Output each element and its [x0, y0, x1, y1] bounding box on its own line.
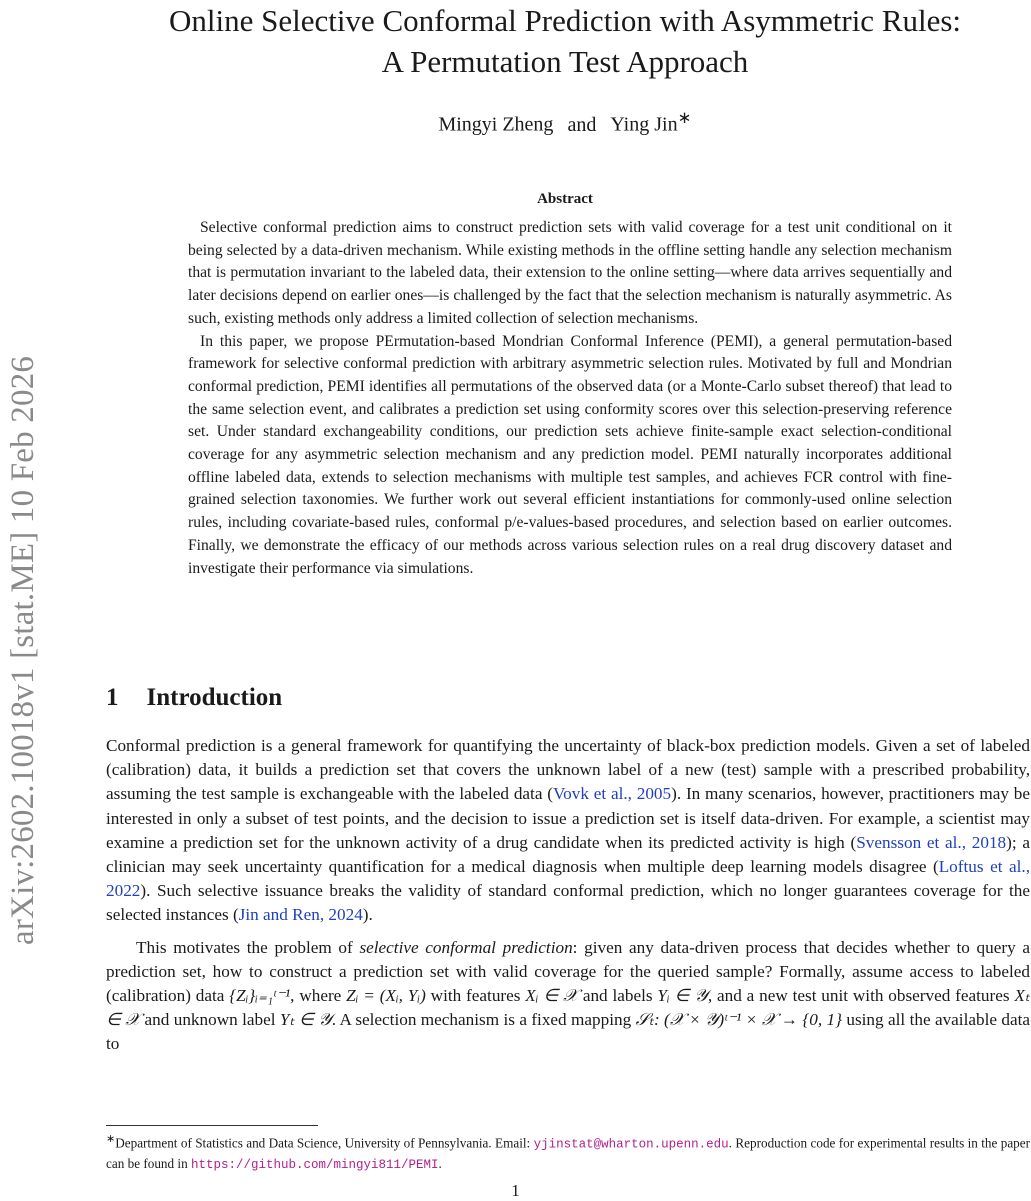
footnote-marker[interactable]: ∗: [677, 108, 692, 127]
text-run: , where: [290, 986, 347, 1006]
introduction-body: [106, 734, 1030, 1057]
text-run: using all the available data to: [106, 1010, 1030, 1054]
citation-link[interactable]: Jin and Ren, 2024: [238, 905, 363, 925]
author-conjunction: and: [567, 113, 597, 136]
title-line-1: Online Selective Conformal Prediction with Asymmetric Rules:: [168, 3, 962, 38]
math-expression: 𝒮ₜ: (𝒳 × 𝒴)ᵗ⁻¹ × 𝒳 → {0, 1}: [635, 1010, 842, 1030]
footnote-divider: [106, 1125, 318, 1126]
abstract-paragraph: In this paper, we propose PErmutation-based Mondrian Conformal Inference (PEMI), a general permutation-based framework for selective conformal prediction with arbitrary asymmetric selection rules. Motivated by full and Mondrian conformal prediction, PEMI identifies all permutations of the observed data (or a Monte-Carlo subset thereof) that lead to the same selection event, and calibrates a prediction set using conformity scores over this selection-preserving reference set. Under standard exchangeability conditions, our prediction sets achieve finite-sample exact selection-conditional coverage for any asymmetric selection mechanism and any prediction model. PEMI naturally incorporates additional offline labeled data, extends to selection mechanisms with multiple test samples, and achieves FCR control with fine-grained selection taxonomies. We further work out several efficient instantiations for commonly-used online selection rules, including covariate-based rules, conformal p/e-values-based procedures, and selection based on earlier outcomes. Finally, we demonstrate the efficacy of our methods across various selection rules on a real drug discovery dataset and investigate their performance via simulations.: [188, 332, 952, 577]
arxiv-identifier-stamp: [2, 205, 42, 955]
title-line-2: A Permutation Test Approach: [381, 44, 749, 79]
math-expression: {Zᵢ}ᵢ₌₁ᵗ⁻¹: [229, 986, 291, 1006]
math-expression: Zᵢ = (Xᵢ, Yᵢ): [346, 986, 426, 1006]
text-run: This motivates the problem of: [136, 937, 360, 957]
math-expression: Xᵢ ∈ 𝒳: [525, 986, 578, 1006]
body-paragraph: [106, 936, 1030, 1057]
paper-title: [100, 0, 1030, 82]
author-name: Mingyi Zheng: [438, 113, 554, 136]
math-expression: Xₜ ∈ 𝒳: [106, 986, 1030, 1030]
abstract-body: [188, 217, 952, 580]
section-heading: [106, 684, 282, 712]
text-run: and labels: [577, 986, 658, 1006]
text-run: Department of Statistics and Data Science, University of Pennsylvania. Email:: [115, 1135, 534, 1151]
code-url-link[interactable]: https://github.com/mingyi811/PEMI: [190, 1158, 439, 1173]
abstract-heading: Abstract: [537, 191, 593, 207]
section-number: 1: [106, 684, 119, 711]
text-run: : given any data-driven process that decides whether to query a prediction set, how to construct a prediction set with valid coverage for the queried sample? Formally, assume access to labeled (calibration) data: [106, 937, 1030, 1006]
math-expression: Yₜ ∈ 𝒴: [279, 1010, 332, 1030]
math-expression: Yᵢ ∈ 𝒴: [657, 986, 708, 1006]
text-run: ).: [362, 905, 373, 925]
text-run: . A selection mechanism is a fixed mapping: [331, 1010, 636, 1030]
text-run: . Reproduction code for experimental results in the paper can be found in: [106, 1135, 1031, 1172]
abstract-paragraph: Selective conformal prediction aims to construct prediction sets with valid coverage for a test unit conditional on it being selected by a data-driven mechanism. While existing methods in the offline setting handle any selection mechanism that is permutation invariant to the labeled data, their extension to the online setting—where data arrives sequentially and later decisions depend on earlier ones—is challenged by the fact that the selection mechanism is naturally asymmetric. As such, existing methods only address a limited collection of selection mechanisms.: [188, 219, 952, 327]
section-title: Introduction: [146, 684, 283, 711]
footnote: [106, 1130, 1030, 1175]
arxiv-stamp-text: arXiv:2602.10018v1 [stat.ME] 10 Feb 2026: [5, 355, 41, 945]
emphasized-term: selective conformal prediction: [359, 937, 573, 957]
citation-link[interactable]: Svensson et al., 2018: [856, 832, 1007, 852]
text-run: ); a clinician may seek uncertainty quantification for a medical diagnosis when multiple deep learning models disagree (: [106, 832, 1030, 877]
page-number: 1: [511, 1181, 520, 1200]
text-run: Conformal prediction is a general framework for quantifying the uncertainty of black-box prediction models. Given a set of labeled (calibration) data, it builds a prediction set that covers the unknown label of a new (test) sample with a prescribed probability, assuming the test sample is exchangeable with the labeled data (: [106, 736, 1030, 804]
author-list: [100, 108, 1030, 137]
footnote-mark: ∗: [106, 1133, 116, 1145]
citation-link[interactable]: Vovk et al., 2005: [552, 784, 672, 804]
text-run: , and a new test unit with observed features: [707, 986, 1015, 1006]
text-run: ). In many scenarios, however, practitioners may be interested in only a subset of test points, and the decision to issue a prediction set is itself data-driven. For example, a scientist may examine a prediction set for the unknown activity of a drug candidate when its predicted activity is high (: [106, 784, 1030, 852]
author-name: Ying Jin: [610, 113, 678, 136]
email-link[interactable]: yjinstat@wharton.upenn.edu: [533, 1137, 729, 1152]
citation-link[interactable]: Loftus et al., 2022: [106, 857, 1030, 901]
text-run: and unknown label: [140, 1010, 280, 1030]
body-paragraph: [106, 734, 1030, 928]
text-run: with features: [425, 986, 526, 1006]
text-run: ). Such selective issuance breaks the validity of standard conformal prediction, which no longer guarantees coverage for the selected instances (: [106, 881, 1030, 925]
text-run: .: [438, 1156, 442, 1172]
